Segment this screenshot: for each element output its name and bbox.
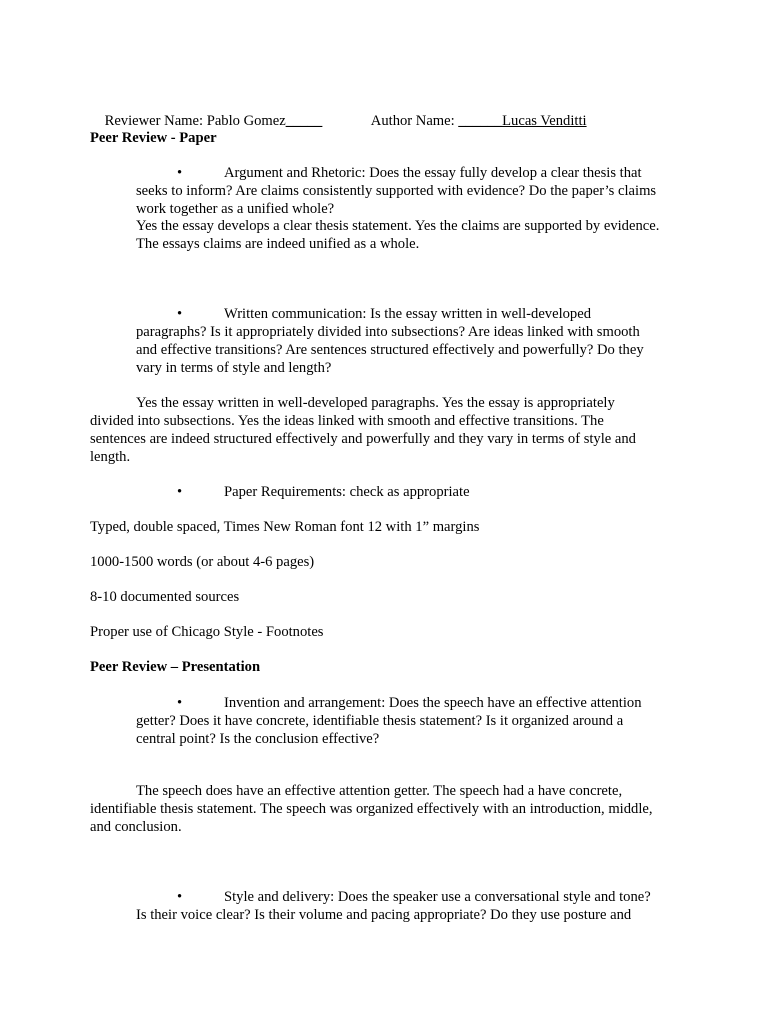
author-name — [357, 94, 587, 148]
question-line: Argument and Rhetoric: Does the essay fully develop a clear thesis that — [224, 165, 642, 181]
answer-line: and conclusion. — [90, 819, 182, 835]
requirement-item: Typed, double spaced, Times New Roman font 12 with 1” margins — [90, 519, 480, 535]
reviewer-blank: _____ — [285, 113, 323, 129]
reviewer-label: Reviewer Name: Pablo Gomez — [104, 113, 286, 129]
answer-line: sentences are indeed structured effectively and powerfully and they vary in terms of style and — [90, 431, 636, 447]
requirement-item: Proper use of Chicago Style - Footnotes — [90, 624, 324, 640]
answer-line: identifiable thesis statement. The speech was organized effectively with an introduction, middle, — [90, 801, 653, 817]
answer-line: Yes the essay written in well-developed paragraphs. Yes the essay is appropriately — [136, 395, 615, 411]
requirement-item: 8-10 documented sources — [90, 589, 240, 605]
heading-paper: Peer Review - Paper — [90, 130, 217, 146]
question-line: Style and delivery: Does the speaker use a conversational style and tone? — [224, 889, 651, 905]
answer-line: Yes the essay develops a clear thesis statement. Yes the claims are supported by evidence. — [136, 218, 660, 234]
question-line: Paper Requirements: check as appropriate — [224, 484, 470, 500]
bullet: • — [177, 889, 183, 905]
author-label: Author Name: — [370, 113, 459, 129]
question-line: Is their voice clear? Is their volume and pacing appropriate? Do they use posture and — [136, 907, 632, 923]
bullet: • — [177, 484, 183, 500]
answer-line: The speech does have an effective attention getter. The speech had a have concrete, — [136, 783, 623, 799]
question-line: paragraphs? Is it appropriately divided into subsections? Are ideas linked with smooth — [136, 324, 640, 340]
question-line: central point? Is the conclusion effective? — [136, 731, 380, 747]
question-line: and effective transitions? Are sentences structured effectively and powerfully? Do they — [136, 342, 644, 358]
question-line: seeks to inform? Are claims consistently supported with evidence? Do the paper’s claims — [136, 183, 657, 199]
bullet: • — [177, 165, 183, 181]
requirement-item: 1000-1500 words (or about 4-6 pages) — [90, 554, 315, 570]
author-name-value: ______Lucas Venditti — [458, 113, 587, 129]
answer-line: divided into subsections. Yes the ideas linked with smooth and effective transitions. The — [90, 413, 604, 429]
question-line: vary in terms of style and length? — [136, 360, 332, 376]
bullet: • — [177, 695, 183, 711]
bullet: • — [177, 306, 183, 322]
answer-line: length. — [90, 449, 131, 465]
question-line: Invention and arrangement: Does the speech have an effective attention — [224, 695, 642, 711]
heading-presentation: Peer Review – Presentation — [90, 659, 261, 675]
question-line: work together as a unified whole? — [136, 201, 335, 217]
answer-line: The essays claims are indeed unified as a whole. — [136, 236, 420, 252]
question-line: Written communication: Is the essay written in well-developed — [224, 306, 591, 322]
question-line: getter? Does it have concrete, identifiable thesis statement? Is it organized around a — [136, 713, 624, 729]
